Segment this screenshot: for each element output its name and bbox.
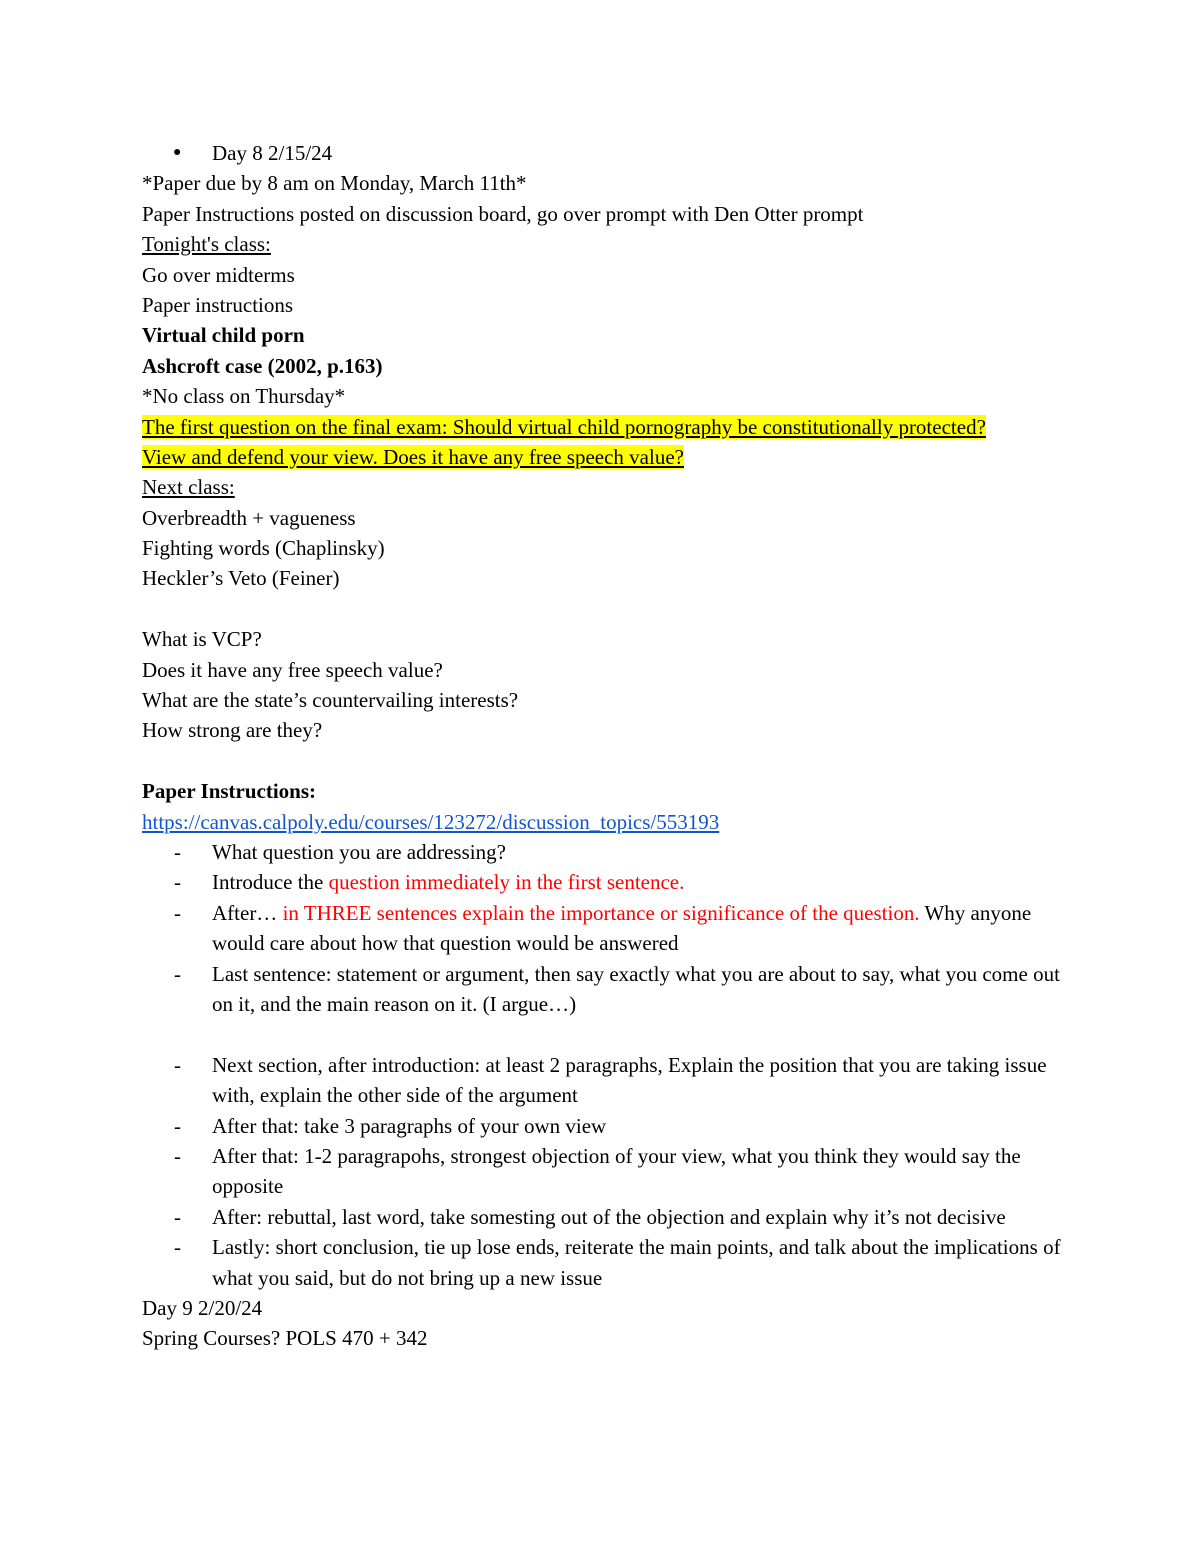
spring-courses-line: Spring Courses? POLS 470 + 342 [142,1326,428,1351]
paper-due-line: *Paper due by 8 am on Monday, March 11th* [142,171,527,196]
instruction-item: - What question you are addressing? [142,837,1072,867]
next-class-item: Heckler’s Veto (Feiner) [142,566,340,591]
question-line: How strong are they? [142,718,323,743]
question-line: What are the state’s countervailing interests? [142,688,519,713]
topic-ashcroft-case: Ashcroft case (2002, p.163) [142,353,383,378]
document-page [142,138,1072,1354]
dash-bullet: - [174,1052,181,1077]
dash-bullet: - [174,900,181,925]
topic-virtual-child: Virtual child porn [142,323,305,348]
spacer [142,1019,1072,1049]
instruction-item: - After… in THREE sentences explain the importance or significance of the question. Why anyone would care about how that question would be answered [142,898,1072,959]
discussion-link[interactable]: https://canvas.calpoly.edu/courses/123272/discussion_topics/553193 [142,809,720,834]
tonight-item: Go over midterms [142,262,295,287]
instruction-item: - Next section, after introduction: at least 2 paragraphs, Explain the position that you are taking issue with, explain the other side of the argument [142,1050,1072,1111]
instruction-item: - Last sentence: statement or argument, then say exactly what you are about to say, what you come out on it, and the main reason on it. (I argue…) [142,959,1072,1020]
question-line: What is VCP? [142,627,262,652]
dash-bullet: - [174,1204,181,1229]
paper-link-line [142,807,1072,837]
next-class-item: Overbreadth + vagueness [142,505,356,530]
day8-heading-line [142,138,1072,168]
paper-instructions-posted-line: Paper Instructions posted on discussion board, go over prompt with Den Otter prompt [142,201,864,226]
instruction-item: - Lastly: short conclusion, tie up lose ends, reiterate the main points, and talk about the implications of what you said, but do not bring up a new issue [142,1232,1072,1293]
instruction-item: - After that: take 3 paragraphs of your own view [142,1111,1072,1141]
next-class-item: Fighting words (Chaplinsky) [142,536,385,561]
instruction-item: - Introduce the question immediately in the first sentence. [142,867,1072,897]
spacer [142,746,1072,776]
tonight-item: Paper instructions [142,292,294,317]
dash-bullet: - [174,1144,181,1169]
instruction-item: - After: rebuttal, last word, take somesting out of the objection and explain why it’s not decisive [142,1202,1072,1232]
day8-heading: Day 8 2/15/24 [212,141,333,165]
no-class-line: *No class on Thursday* [142,384,346,409]
paper-instructions-heading: Paper Instructions: [142,779,317,804]
next-class-label: Next class: [142,475,235,500]
tonight-class-label: Tonight's class: [142,232,271,257]
bullet-icon: ● [173,145,182,160]
dash-bullet: - [174,1113,181,1138]
dash-bullet: - [174,870,181,895]
spacer [142,594,1072,624]
instruction-item: - After that: 1-2 paragrapohs, strongest objection of your view, what you think they would say the opposite [142,1141,1072,1202]
highlighted-question-line: The first question on the final exam: Should virtual child pornography be constitutionally protected? [142,414,986,439]
dash-bullet: - [174,839,181,864]
dash-bullet: - [174,1235,181,1260]
question-line: Does it have any free speech value? [142,657,443,682]
highlighted-question-line: View and defend your view. Does it have any free speech value? [142,444,684,469]
dash-bullet: - [174,961,181,986]
day9-heading: Day 9 2/20/24 [142,1296,263,1321]
